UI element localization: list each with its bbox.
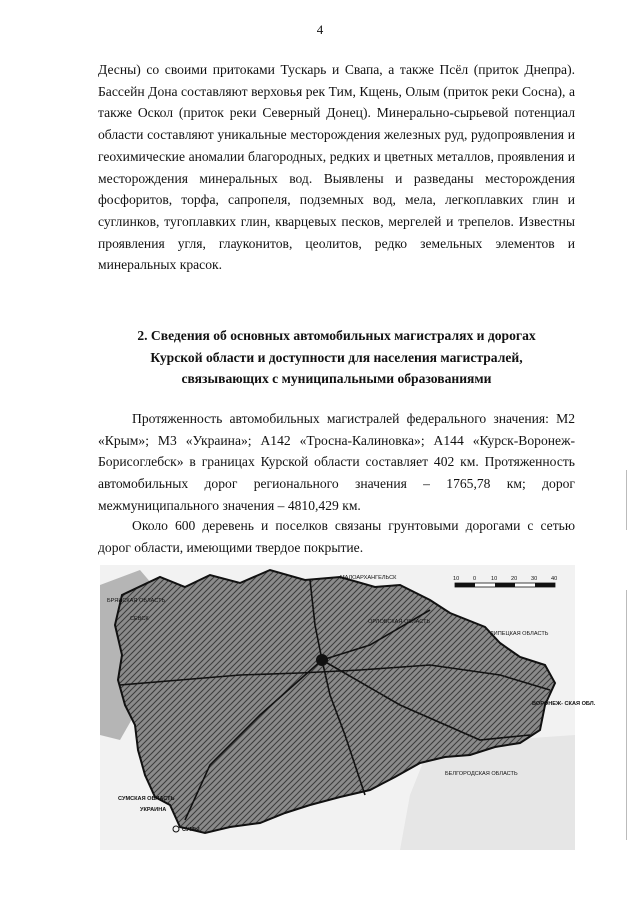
scale-tick-label: 0 — [473, 576, 477, 582]
page-number: 4 — [316, 22, 324, 37]
label-ukraine: УКРАИНА — [140, 807, 167, 813]
label-maloarkhangelsk: МАЛОАРХАНГЕЛЬСК — [340, 575, 397, 581]
label-bryansk-region: БРЯНСКАЯ ОБЛАСТЬ — [107, 598, 166, 604]
kursk-region-road-map — [100, 565, 596, 850]
margin-mark — [626, 590, 627, 840]
paragraph-highways: Протяженность автомобильных магистралей федерального значения: М2 «Крым»; М3 «Украина»; А142 «Тросна-Калиновка»; А144 «Курск-Воронеж-Борисоглебск» в границах Курской области составляет 402 км. Протяженность автомобильных дорог регионального значения – 1765,78 км; дорог межмуниципального значения – 4810,429 км. — [98, 411, 575, 513]
label-sumy-city: СУМЫ — [182, 827, 200, 833]
label-sumy-region: СУМСКАЯ ОБЛАСТЬ — [118, 796, 175, 802]
scale-tick-label: 20 — [511, 576, 518, 582]
heading-line-2: Курской области и доступности для населения магистралей, — [150, 349, 523, 365]
label-voronezh-region: ВОРОНЕЖ- СКАЯ ОБЛ. — [532, 701, 596, 707]
paragraph-villages: Около 600 деревень и поселков связаны грунтовыми дорогами с сетью дорог области, имеющими твердое покрытие. — [98, 518, 575, 555]
scale-tick-label: 10 — [453, 576, 460, 582]
label-lipetsk-region: ЛИПЕЦКАЯ ОБЛАСТЬ — [490, 631, 549, 637]
label-orel-region: ОРЛОВСКАЯ ОБЛАСТЬ — [368, 619, 431, 625]
scale-tick-label: 40 — [551, 576, 558, 582]
margin-mark — [626, 470, 627, 530]
paragraph-rivers-minerals: Десны) со своими притоками Тускарь и Свапа, а также Псёл (приток Днепра). Бассейн Дона составляют верховья рек Тим, Кщень, Олым (приток реки Сосна), а также Оскол (приток реки Северный Донец). Минерально-сырьевой потенциал области составляют уникальные месторождения железных руд, рудопроявления и геохимические аномалии благородных, редких и цветных металлов, проявления и месторождения минеральных вод. Выявлены и разведаны месторождения фосфоритов, торфа, сапропеля, подземных вод, мела, легкоплавких глин и суглинков, тугоплавких глин, кварцевых песков, мергелей и трепелов. Известны проявления угля, глауконитов, цеолитов, редко земельных элементов и минеральных красок. — [98, 62, 575, 273]
label-belgorod-region: БЕЛГОРОДСКАЯ ОБЛАСТЬ — [445, 771, 518, 777]
label-sevsk: СЕВСК — [130, 616, 149, 622]
scale-tick-label: 30 — [531, 576, 538, 582]
heading-line-3: связывающих с муниципальными образованиями — [181, 371, 492, 386]
heading-line-1: 2. Сведения об основных автомобильных магистралях и дорогах — [137, 328, 536, 343]
scale-tick-label: 10 — [491, 576, 498, 582]
kursk-city-marker — [316, 654, 328, 666]
section-heading — [98, 325, 575, 390]
